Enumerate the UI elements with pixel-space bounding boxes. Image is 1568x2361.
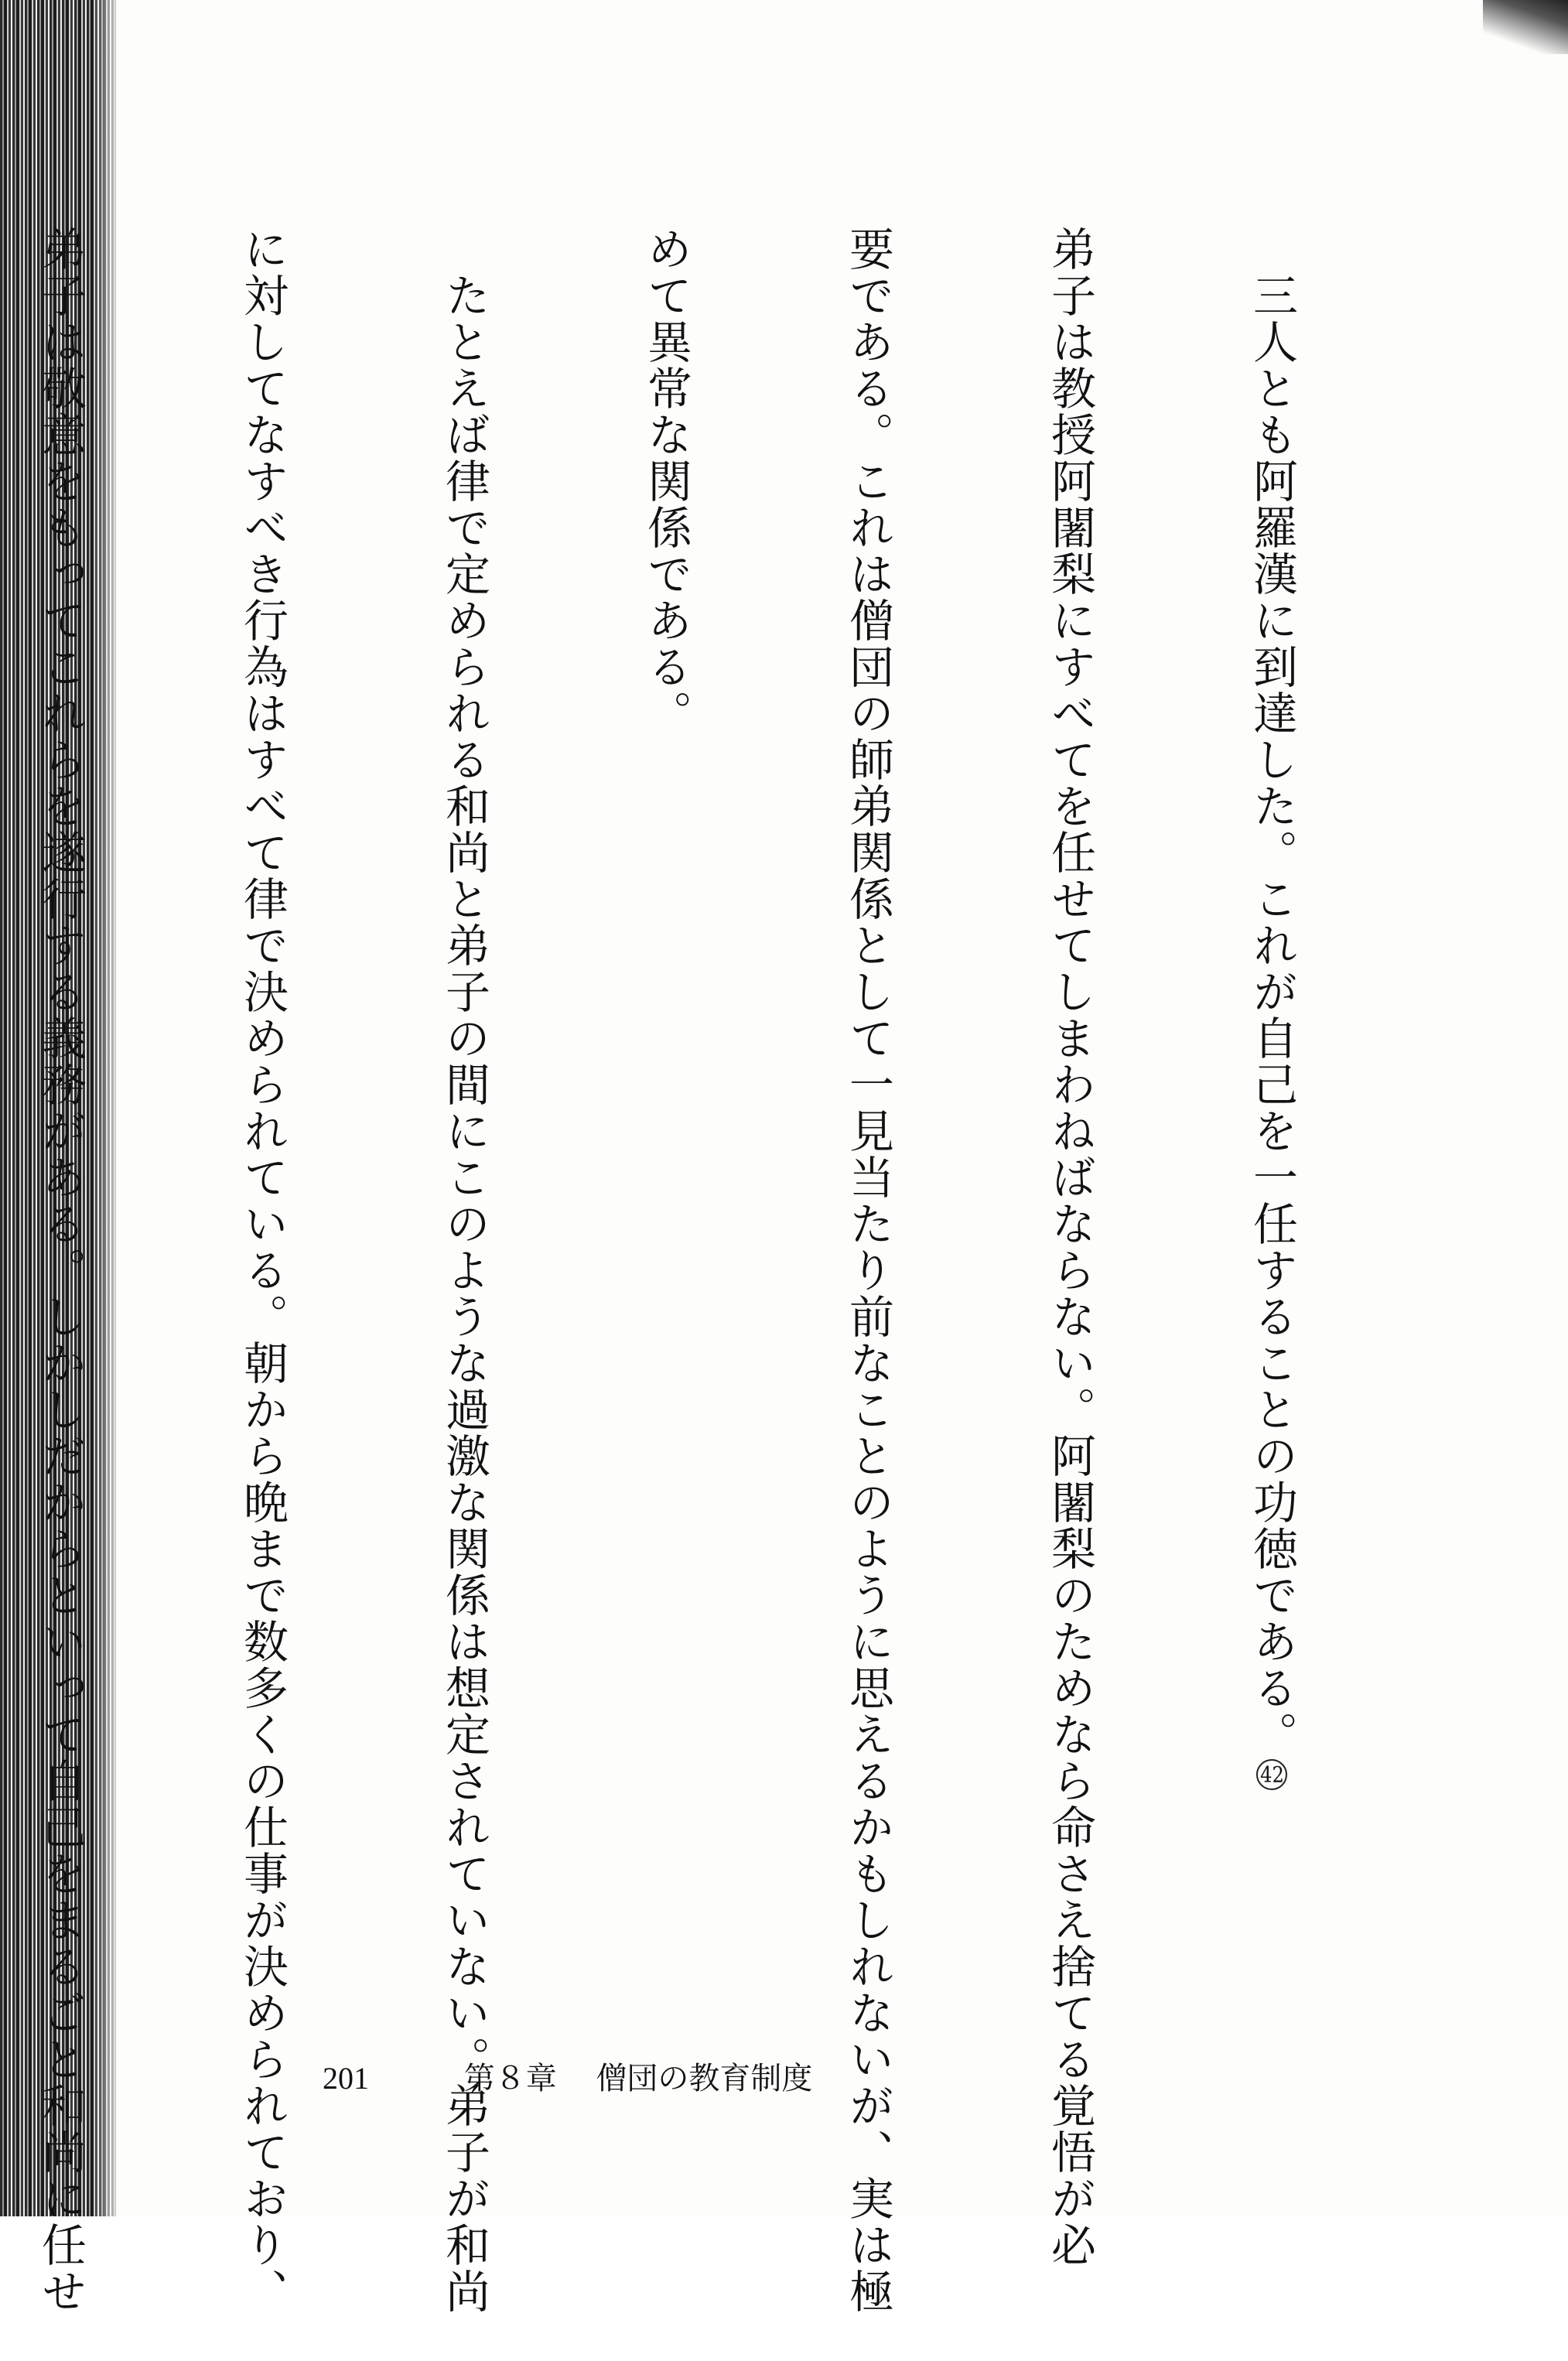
footnote-marker: 42 bbox=[1256, 1759, 1287, 1790]
page-footer bbox=[323, 2054, 812, 2098]
text-line bbox=[1238, 226, 1305, 1974]
chapter-title: 僧団の教育制度 bbox=[596, 2061, 813, 2096]
text-line: 弟子は教授阿闍梨にすべてを任せてしまわねばならない。阿闍梨のためなら命さえ捨てる覚悟が必 bbox=[1044, 226, 1096, 2268]
page-corner-shadow bbox=[1483, 0, 1568, 54]
page-number: 201 bbox=[323, 2061, 369, 2096]
text-line: 要である。これは僧団の師弟関係として一見当たり前なことのように思えるかもしれないが、実は極 bbox=[842, 226, 894, 2315]
chapter-label: 第８章 bbox=[463, 2061, 557, 2096]
text-line: 弟子は敬意をもってこれらを遂行する義務がある。しかしだからといって自己をまるごと和尚に任せ bbox=[34, 226, 87, 2315]
text-line: に対してなすべき行為はすべて律で決められている。朝から晩まで数多くの仕事が決められており、 bbox=[236, 226, 289, 2315]
text-line-content: たとえば律で定められる和尚と弟子の間にこのような過激な関係は想定されていない。弟子が和尚 bbox=[438, 272, 490, 2315]
text-line-content: 三人とも阿羅漢に到達した。これが自己を一任することの功徳である。 bbox=[1245, 272, 1298, 1758]
text-line: めて異常な関係である。 bbox=[640, 226, 692, 736]
text-line bbox=[430, 226, 497, 2315]
